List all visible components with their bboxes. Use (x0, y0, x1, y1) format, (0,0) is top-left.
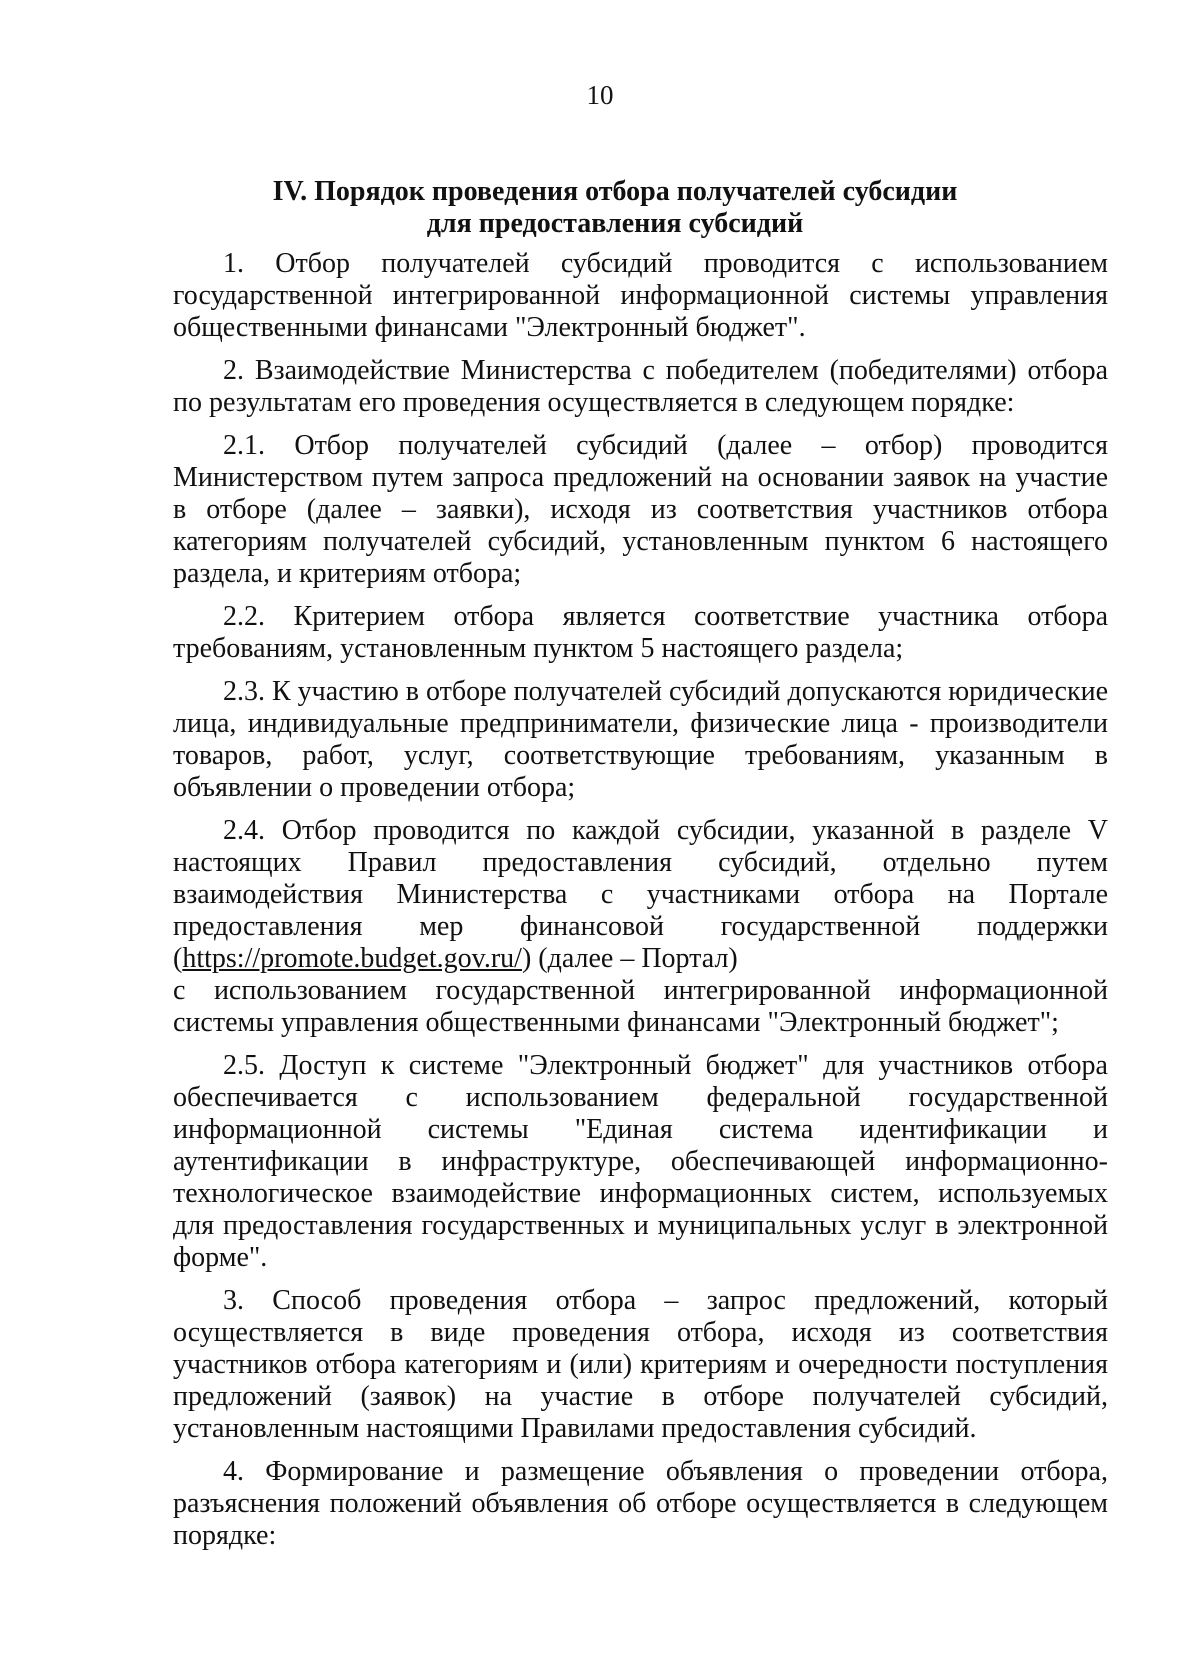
paragraph-1: 1. Отбор получателей субсидий проводится с использованием государственной интегрированной информационной системы управления общественными финансами "Электронный бюджет". (173, 248, 1108, 343)
paragraph-4: 4. Формирование и размещение объявления о проведении отбора, разъяснения положений объявления об отборе осуществляется в следующем порядке: (173, 1456, 1108, 1551)
paragraph-3: 3. Способ проведения отбора – запрос предложений, который осуществляется в виде проведения отбора, исходя из соответствия участников отбора категориям и (или) критериям и очередности поступления предложений (заявок) на участие в отборе получателей субсидий, установленным настоящими Правилами предоставления субсидий. (173, 1285, 1108, 1444)
section-heading-line-1: IV. Порядок проведения отбора получателей субсидии (272, 176, 958, 207)
paragraph-2-4-text: 2.4. Отбор проводится по каждой субсидии, указанной в разделе V настоящих Правил предоставления субсидий, отдельно путем взаимодействия Министерства с участниками отбора на Портале предоставления мер финансовой государственной поддержки ( (173, 815, 1108, 974)
paragraph-2-4-continuation: с использованием государственной интегрированной информационной системы управления общественными финансами "Электронный бюджет"; (173, 975, 1108, 1038)
page-number: 10 (586, 80, 614, 110)
paragraph-2-1: 2.1. Отбор получателей субсидий (далее – отбор) проводится Министерством путем запроса предложений на основании заявок на участие в отборе (далее – заявки), исходя из соответствия участников отбора категориям получателей субсидий, установленным пунктом 6 настоящего раздела, и критериям отбора; (173, 430, 1108, 589)
paragraph-2-4-tail: ) (далее – Портал) (521, 943, 738, 974)
section-heading (170, 176, 1060, 240)
paragraph-2-2: 2.2. Критерием отбора является соответствие участника отбора требованиям, установленным пунктом 5 настоящего раздела; (173, 601, 1108, 664)
document-body (173, 248, 1108, 1563)
portal-link[interactable]: https://promote.budget.gov.ru/ (182, 943, 522, 974)
paragraph-2-3: 2.3. К участию в отборе получателей субсидий допускаются юридические лица, индивидуальные предприниматели, физические лица - производители товаров, работ, услуг, соответствующие требованиям, указанным в объявлении о проведении отбора; (173, 676, 1108, 803)
paragraph-2-5: 2.5. Доступ к системе "Электронный бюджет" для участников отбора обеспечивается с использованием федеральной государственной информационной системы "Единая система идентификации и аутентификации в инфраструктуре, обеспечивающей информационно-технологическое взаимодействие информационных систем, используемых для предоставления государственных и муниципальных услуг в электронной форме". (173, 1050, 1108, 1273)
paragraph-2: 2. Взаимодействие Министерства с победителем (победителями) отбора по результатам его проведения осуществляется в следующем порядке: (173, 355, 1108, 418)
section-heading-line-2: для предоставления субсидий (426, 208, 804, 239)
paragraph-2-4 (173, 815, 1108, 975)
